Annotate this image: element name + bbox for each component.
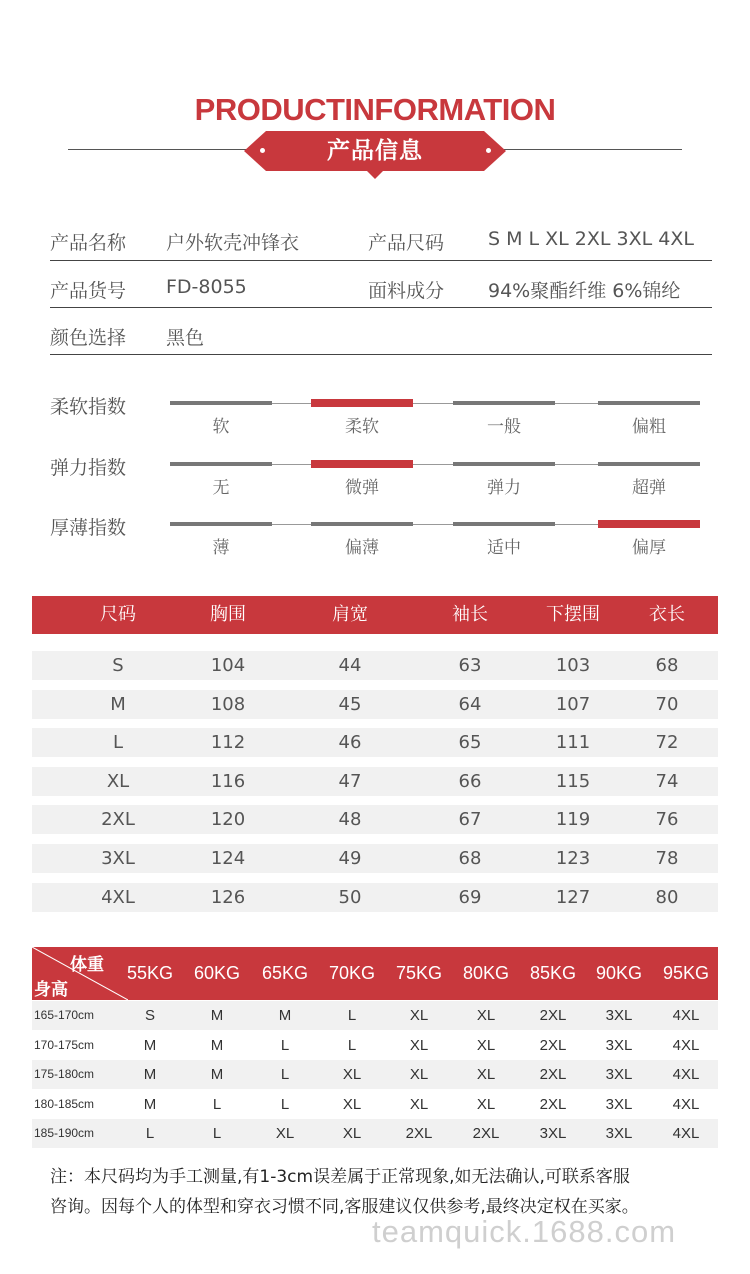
table-cell: 127 [555,886,591,908]
index-label: 弹力指数 [50,457,127,479]
header-rule-left [68,149,248,150]
info-divider [50,354,712,355]
table-cell: 123 [555,848,591,869]
index-option-label: 微弹 [345,478,379,498]
size-column-header: 尺码 [100,604,136,625]
recommended-size-cell: 2XL [539,1066,567,1084]
table-cell: 70 [655,693,679,715]
table-cell: 111 [555,732,591,754]
recommended-size-cell: M [210,1066,224,1084]
info-label: 产品货号 [50,280,127,302]
table-cell: 4XL [101,886,135,908]
recommended-size-cell: 2XL [405,1125,433,1143]
table-cell: L [112,732,124,754]
table-cell: 124 [210,848,246,869]
recommended-size-cell: 4XL [672,1125,700,1143]
table-cell: 69 [458,886,482,908]
table-cell: 126 [210,886,246,908]
index-segment [311,522,413,526]
ribbon-dot-right [486,148,491,153]
table-cell: 67 [458,809,482,831]
corner-height-label: 身高 [34,980,68,1000]
index-segment [598,401,700,405]
info-value: 户外软壳冲锋衣 [166,232,300,254]
size-column-header: 衣长 [649,604,685,625]
table-cell: 120 [210,809,246,831]
note-line-1: 注：本尺码均为手工测量,有1-3cm误差属于正常现象,如无法确认,可联系客服 [50,1167,630,1187]
recommended-size-cell: 4XL [672,1095,700,1113]
recommended-size-cell: M [278,1007,292,1024]
index-option-label: 一般 [487,417,521,437]
header-rule-right [504,149,682,150]
recommended-size-cell: 3XL [605,1036,633,1054]
index-option-label: 偏薄 [345,538,379,558]
recommended-size-cell: L [145,1125,155,1143]
weight-column-header: 95KG [662,963,710,983]
corner-weight-label: 体重 [70,955,104,975]
table-cell: XL [106,770,130,792]
recommended-size-cell: XL [342,1066,362,1084]
weight-column-header: 80KG [462,963,510,983]
weight-column-header: 60KG [193,963,241,983]
height-range-label: 165-170cm [34,1008,95,1022]
index-segment [453,401,555,405]
recommended-size-cell: L [212,1125,222,1143]
height-range-label: 175-180cm [34,1067,95,1082]
table-cell: 2XL [101,809,135,831]
height-range-label: 185-190cm [34,1126,95,1141]
table-cell: 65 [458,732,482,754]
table-cell: 72 [655,732,679,754]
recommended-size-cell: M [143,1036,157,1054]
table-cell: 80 [655,886,679,908]
info-value: FD-8055 [166,276,247,298]
table-cell: 49 [338,848,362,869]
index-segment-selected [311,399,413,407]
table-cell: 78 [655,848,679,869]
index-option-label: 超弹 [632,478,666,498]
index-segment-selected [598,520,700,528]
index-option-label: 无 [212,478,230,498]
table-cell: 76 [655,809,679,831]
index-segment [598,462,700,466]
index-segment [170,522,272,526]
recommended-size-cell: 4XL [672,1066,700,1084]
recommended-size-cell: 4XL [672,1007,700,1024]
recommended-size-cell: 2XL [539,1036,567,1054]
recommended-size-cell: XL [275,1125,295,1143]
index-option-label: 弹力 [487,478,521,498]
recommended-size-cell: XL [409,1066,429,1084]
table-cell: 116 [210,770,246,792]
index-segment [453,522,555,526]
info-label: 产品名称 [50,232,127,254]
recommended-size-cell: S [144,1007,155,1024]
title-chinese: 产品信息 [327,138,423,164]
recommended-size-cell: L [212,1095,222,1113]
recommended-size-cell: 3XL [605,1007,633,1024]
index-option-label: 薄 [212,538,230,558]
index-segment [453,462,555,466]
ribbon-tip [367,171,383,179]
height-range-label: 170-175cm [34,1037,95,1052]
info-divider [50,260,712,261]
info-value: 黑色 [166,327,205,349]
recommended-size-cell: 2XL [539,1007,567,1024]
recommended-size-cell: L [280,1036,290,1054]
height-range-label: 180-185cm [34,1096,95,1111]
size-column-header: 袖长 [452,604,488,625]
table-cell: 112 [210,732,246,754]
info-label: 产品尺码 [368,232,445,254]
recommended-size-cell: XL [476,1095,496,1113]
recommended-size-cell: L [347,1036,357,1054]
table-cell: 119 [555,809,591,831]
recommended-size-cell: XL [476,1066,496,1084]
table-cell: 103 [555,655,591,676]
recommended-size-cell: 2XL [472,1125,500,1143]
recommended-size-cell: 3XL [605,1066,633,1084]
weight-column-header: 75KG [395,963,443,983]
table-cell: 3XL [101,848,135,869]
index-label: 厚薄指数 [50,517,127,539]
table-cell: 68 [458,848,482,869]
weight-column-header: 85KG [529,963,577,983]
table-cell: 115 [555,770,591,792]
recommended-size-cell: XL [409,1007,429,1024]
recommended-size-cell: M [143,1066,157,1084]
recommended-size-cell: L [280,1095,290,1113]
info-value: S M L XL 2XL 3XL 4XL [488,228,694,250]
table-cell: 47 [338,770,362,792]
size-column-header: 胸围 [210,604,246,625]
recommended-size-cell: 3XL [605,1095,633,1113]
index-option-label: 适中 [487,538,521,558]
table-cell: 63 [458,655,482,676]
index-option-label: 软 [212,417,230,437]
recommended-size-cell: 3XL [605,1125,633,1143]
index-segment-selected [311,460,413,468]
info-label: 面料成分 [368,280,445,302]
table-cell: 50 [338,886,362,908]
recommended-size-cell: 2XL [539,1095,567,1113]
info-value: 94%聚酯纤维 6%锦纶 [488,280,681,302]
recommended-size-cell: L [280,1066,290,1084]
table-cell: 46 [338,732,362,754]
recommended-size-cell: XL [409,1095,429,1113]
recommended-size-cell: XL [476,1036,496,1054]
index-segment [170,401,272,405]
recommended-size-cell: M [143,1095,157,1113]
info-label: 颜色选择 [50,327,127,349]
title-english: PRODUCTINFORMATION [194,92,556,127]
recommended-size-cell: M [210,1007,224,1024]
index-label: 柔软指数 [50,396,127,418]
weight-column-header: 65KG [261,963,309,983]
table-cell: 68 [655,655,679,676]
info-divider [50,307,712,308]
size-column-header: 肩宽 [332,604,368,625]
recommended-size-cell: 4XL [672,1036,700,1054]
index-option-label: 偏厚 [632,538,666,558]
table-cell: 107 [555,693,591,715]
weight-column-header: 90KG [595,963,643,983]
table-cell: M [110,693,126,715]
weight-column-header: 70KG [328,963,376,983]
recommended-size-cell: M [210,1036,224,1054]
watermark: teamquick.1688.com [372,1214,677,1249]
table-cell: 108 [210,693,246,715]
table-cell: 44 [338,655,362,676]
recommended-size-cell: XL [342,1125,362,1143]
index-option-label: 柔软 [345,417,379,437]
recommended-size-cell: 3XL [539,1125,567,1143]
table-cell: 48 [338,809,362,831]
ribbon-dot-left [260,148,265,153]
size-column-header: 下摆围 [546,604,600,625]
index-segment [170,462,272,466]
table-cell: 45 [338,693,362,715]
recommended-size-cell: XL [342,1095,362,1113]
weight-column-header: 55KG [126,963,174,983]
recommended-size-cell: XL [409,1036,429,1054]
recommended-size-cell: L [347,1007,357,1024]
table-cell: 66 [458,770,482,792]
table-cell: 74 [655,770,679,792]
table-cell: 104 [210,655,246,676]
index-option-label: 偏粗 [632,417,666,437]
table-cell: 64 [458,693,482,715]
recommended-size-cell: XL [476,1007,496,1024]
table-cell: S [112,655,124,676]
note-line-2: 咨询。因每个人的体型和穿衣习惯不同,客服建议仅供参考,最终决定权在买家。 [50,1197,639,1217]
